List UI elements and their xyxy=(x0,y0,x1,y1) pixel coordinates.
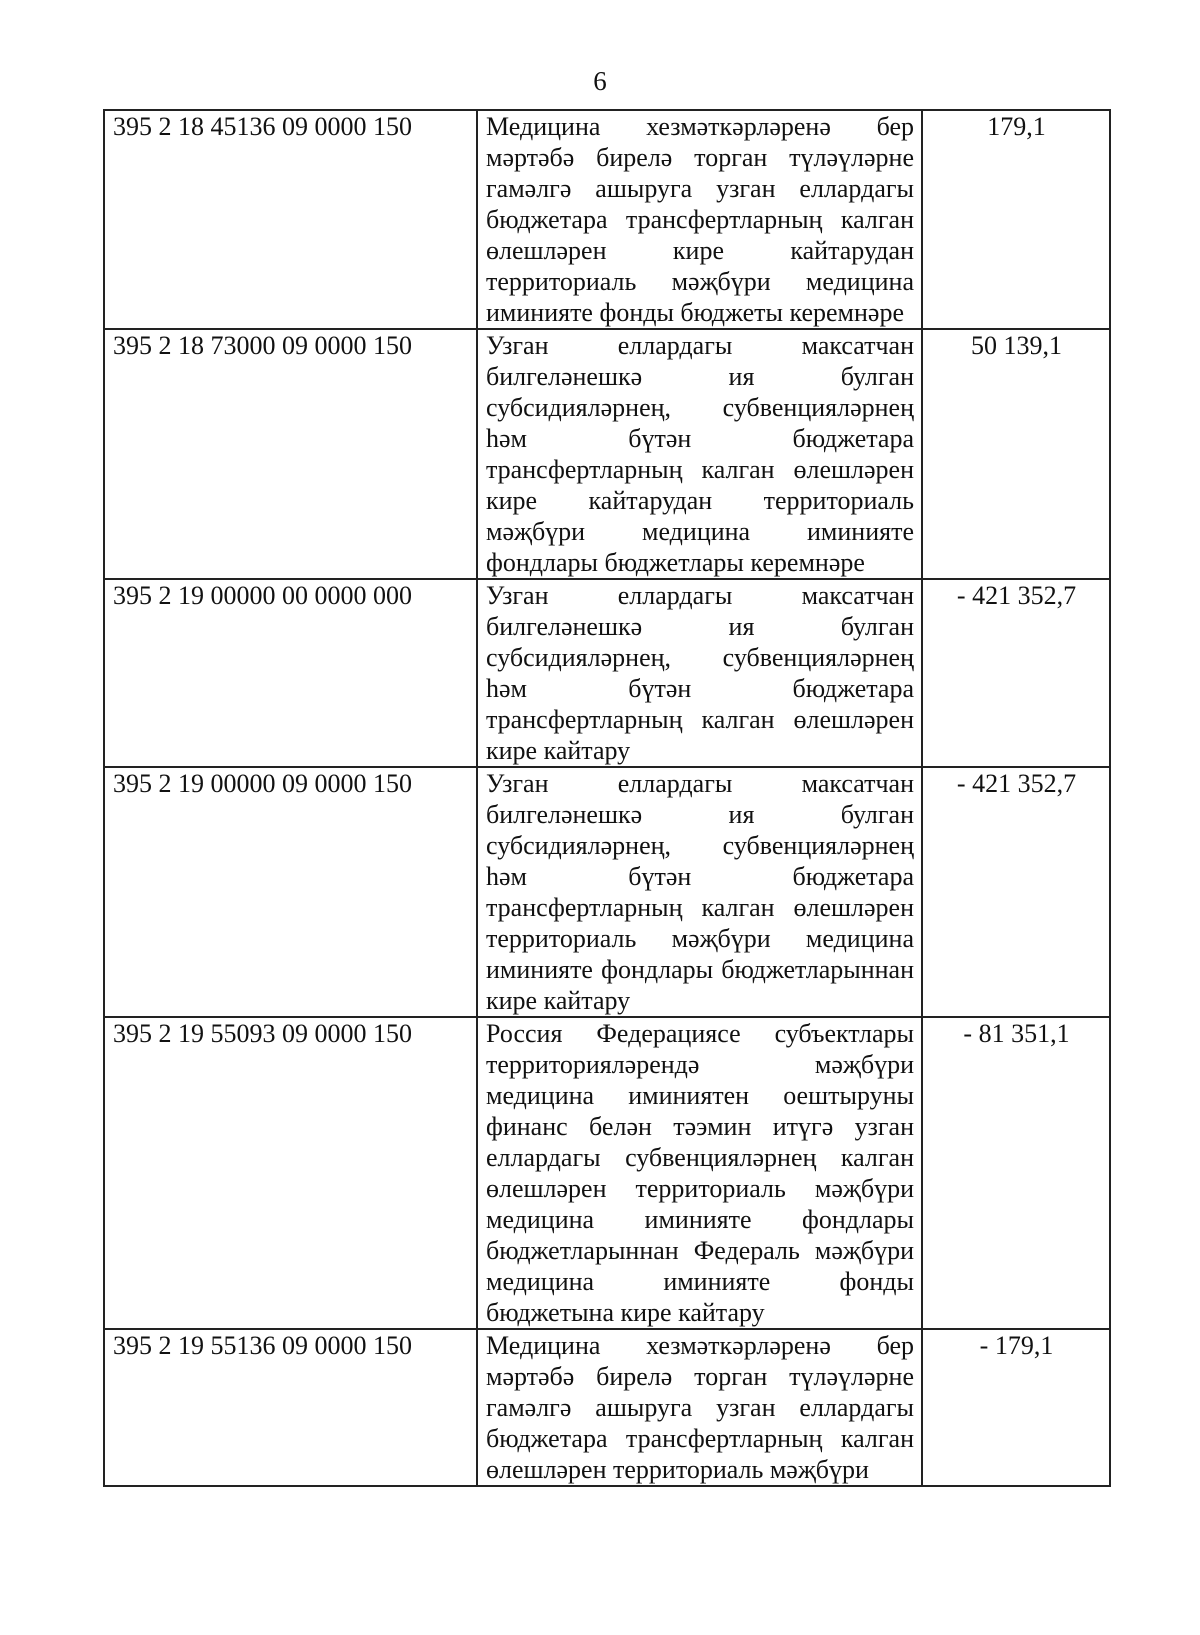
budget-code-cell: 395 2 19 55136 09 0000 150 xyxy=(104,1329,477,1486)
table-row xyxy=(104,1017,1110,1329)
amount-cell: - 421 352,7 xyxy=(922,579,1110,767)
table-row xyxy=(104,1329,1110,1486)
table-row xyxy=(104,579,1110,767)
budget-code-cell: 395 2 19 55093 09 0000 150 xyxy=(104,1017,477,1329)
table-row xyxy=(104,110,1110,329)
budget-code-cell: 395 2 19 00000 00 0000 000 xyxy=(104,579,477,767)
page-number: 6 xyxy=(593,66,607,96)
description-cell: Медицина хезмәткәрләренә бер мәртәбә бирелә торган түләүләрне гамәлгә ашыруга узган еллардагы бюджетара трансфертларның калган өлешләрен территориаль мәҗбүри xyxy=(477,1329,922,1486)
amount-cell: - 179,1 xyxy=(922,1329,1110,1486)
budget-code-cell: 395 2 19 00000 09 0000 150 xyxy=(104,767,477,1017)
description-cell: Узган еллардагы максатчан билгеләнешкә ия булган субсидияләрнең, субвенцияләрнең һәм бүтән бюджетара трансфертларның калган өлешләрен территориаль мәҗбүри медицина иминияте фондлары бюджетларыннан кире кайтару xyxy=(477,767,922,1017)
description-cell: Медицина хезмәткәрләренә бер мәртәбә бирелә торган түләүләрне гамәлгә ашыруга узган еллардагы бюджетара трансфертларның калган өлешләрен кире кайтарудан территориаль мәҗбүри медицина иминияте фонды бюджеты керемнәре xyxy=(477,110,922,329)
amount-cell: 179,1 xyxy=(922,110,1110,329)
description-cell: Узган еллардагы максатчан билгеләнешкә ия булган субсидияләрнең, субвенцияләрнең һәм бүтән бюджетара трансфертларның калган өлешләрен кире кайтарудан территориаль мәҗбүри медицина иминияте фондлары бюджетлары керемнәре xyxy=(477,329,922,579)
amount-cell: - 81 351,1 xyxy=(922,1017,1110,1329)
table-row xyxy=(104,767,1110,1017)
budget-table xyxy=(103,109,1111,1487)
amount-cell: - 421 352,7 xyxy=(922,767,1110,1017)
description-cell: Россия Федерациясе субъектлары территорияләрендә мәҗбүри медицина иминиятен оештыруны финанс белән тәэмин итүгә узган еллардагы субвенцияләрнең калган өлешләрен территориаль мәҗбүри медицина иминияте фондлары бюджетларыннан Федераль мәҗбүри медицина иминияте фонды бюджетына кире кайтару xyxy=(477,1017,922,1329)
table-row xyxy=(104,329,1110,579)
amount-cell: 50 139,1 xyxy=(922,329,1110,579)
budget-code-cell: 395 2 18 45136 09 0000 150 xyxy=(104,110,477,329)
description-cell: Узган еллардагы максатчан билгеләнешкә ия булган субсидияләрнең, субвенцияләрнең һәм бүтән бюджетара трансфертларның калган өлешләрен кире кайтару xyxy=(477,579,922,767)
budget-code-cell: 395 2 18 73000 09 0000 150 xyxy=(104,329,477,579)
